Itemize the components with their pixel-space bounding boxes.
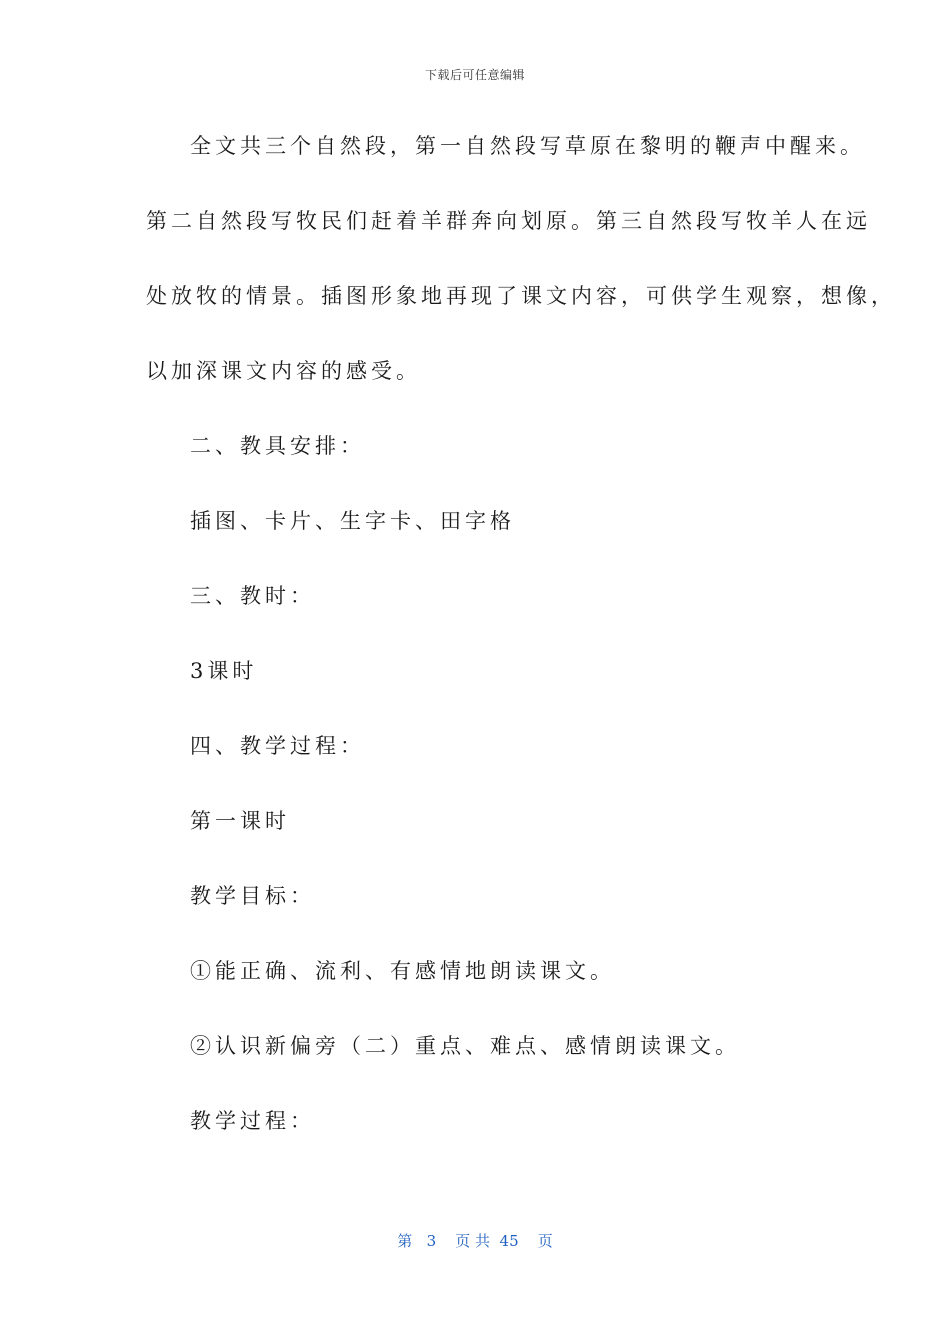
footer-suffix: 页 [537,1232,553,1250]
teaching-aids-list: 插图、卡片、生字卡、田字格 [190,509,515,533]
goal-item-1: ①能正确、流利、有感情地朗读课文。 [190,959,615,983]
paragraph-line-1: 全文共三个自然段，第一自然段写草原在黎明的鞭声中醒来。 [190,134,865,158]
total-pages-number: 45 [499,1232,519,1250]
lesson-one-heading: 第一课时 [190,809,290,833]
class-hours-value: 3课时 [190,659,258,683]
page-header: 下载后可任意编辑 [424,68,525,82]
teaching-process-heading: 教学过程： [190,1109,315,1133]
teaching-goals-heading: 教学目标： [190,884,315,908]
footer-middle: 页 共 [455,1232,490,1250]
section-heading-teaching-process: 四、教学过程： [190,734,365,758]
goal-item-2: ②认识新偏旁（二）重点、难点、感情朗读课文。 [190,1034,740,1058]
footer-prefix: 第 [397,1232,413,1250]
current-page-number: 3 [426,1232,437,1250]
paragraph-line-4: 以加深课文内容的感受。 [146,359,421,383]
paragraph-line-3: 处放牧的情景。插图形象地再现了课文内容，可供学生观察，想像， [146,284,896,308]
page-footer [0,1230,950,1251]
paragraph-line-2: 第二自然段写牧民们赶着羊群奔向划原。第三自然段写牧羊人在远 [146,209,871,233]
section-heading-class-hours: 三、教时： [190,584,315,608]
section-heading-teaching-aids: 二、教具安排： [190,434,365,458]
